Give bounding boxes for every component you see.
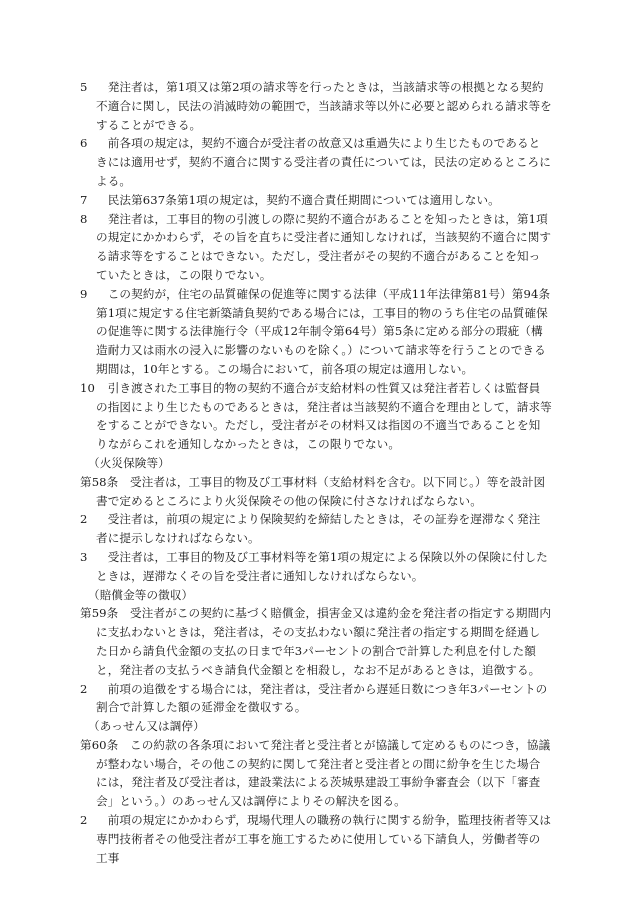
document-page <box>80 78 552 867</box>
article-number: 第58条 <box>80 474 119 489</box>
clause-text: 発注者は，工事目的物の引渡しの際に契約不適合があることを知ったときは，第1項の規定にかかわらず，その旨を直ちに受注者に通知しなければ，当該契約不適合に関する請求等をすることはできない。ただし，受注者がその契約不適合があることを知っていたときは，この限りでない。 <box>96 211 552 282</box>
clause-text: 発注者は，第1項又は第2項の請求等を行ったときは，当該請求等の根拠となる契約不適合に関し，民法の消滅時効の範囲で，当該請求等以外に必要と認められる請求等をすることができる。 <box>96 80 552 132</box>
article-number: 第59条 <box>80 606 119 621</box>
clause-number: 8 <box>80 211 88 226</box>
clause-58-2 <box>80 510 552 548</box>
clause-9 <box>80 285 552 379</box>
clause-5 <box>80 78 552 134</box>
clause-7 <box>80 191 552 210</box>
section-heading-damages: （賠償金等の徴収） <box>88 587 194 602</box>
clause-number: 9 <box>80 286 88 301</box>
clause-text: 引き渡された工事目的物の契約不適合が支給材料の性質又は発注者若しくは監督員の指図により生じたものであるときは，発注者は当該契約不適合を理由として，請求等をすることができない。ただし，受注者がその材料又は指図の不適当であることを知りながらこれを通知しなかったときは，この限りでない。 <box>96 380 552 452</box>
clause-58-3 <box>80 548 552 586</box>
section-heading-mediation: （あっせん又は調停） <box>88 719 205 734</box>
clause-8 <box>80 210 552 285</box>
clause-number: 10 <box>80 380 95 395</box>
article-59 <box>80 604 552 679</box>
clause-text: 前項の追徴をする場合には，発注者は，受注者から遅延日数につき年3パーセントの割合で計算した額の延滞金を徴収する。 <box>96 681 548 715</box>
clause-6 <box>80 134 552 190</box>
article-text: 受注者は，工事目的物及び工事材料（支給材料を含む。以下同じ。）等を設計図書で定めるところにより火災保険その他の保険に付さなければならない。 <box>96 474 546 508</box>
clause-number: 6 <box>80 136 88 151</box>
article-58 <box>80 473 552 511</box>
clause-number: 3 <box>80 549 88 564</box>
clause-text: 民法第637条第1項の規定は，契約不適合責任期間については適用しない。 <box>96 192 500 207</box>
clause-text: この契約が，住宅の品質確保の促進等に関する法律（平成11年法律第81号）第94条第1項に規定する住宅新築請負契約である場合には，工事目的物のうち住宅の品質確保の促進等に関する法律施行令（平成12年制令第64号）第5条に定める部分の瑕疵（構造耐力又は雨水の浸入に影響のないものを除く。）について請求等を行うことのできる期間は，10年とする。この場合において，前各項の規定は適用しない。 <box>96 286 551 376</box>
article-60 <box>80 736 552 811</box>
article-text: 受注者がこの契約に基づく賠償金，損害金又は違約金を発注者の指定する期間内に支払わないときは，発注者は，その支払わない額に発注者の指定する期間を経過した日から請負代金額の支払の日まで年3パーセントの割合で計算した利息を付した額と，発注者の支払うべき請負代金額とを相殺し，なお不足があるときは，追徴する。 <box>96 606 552 677</box>
clause-text: 前各項の規定は，契約不適合が受注者の故意又は重過失により生じたものであるときには適用せず，契約不適合に関する受注者の責任については，民法の定めるところによる。 <box>96 136 551 188</box>
clause-number: 5 <box>80 80 88 94</box>
clause-text: 受注者は，工事目的物及び工事材料等を第1項の規定による保険以外の保険に付したときは，遅滞なくその旨を受注者に通知しなければならない。 <box>96 549 548 583</box>
clause-number: 2 <box>80 681 88 696</box>
article-number: 第60条 <box>80 737 119 752</box>
section-heading-fire-insurance: （火災保険等） <box>88 455 170 470</box>
clause-number: 2 <box>80 512 88 527</box>
clause-text: 受注者は，前項の規定により保険契約を締結したときは，その証券を遅滞なく発注者に提示しなければならない。 <box>96 512 541 546</box>
clause-60-2 <box>80 811 552 867</box>
clause-10 <box>80 379 552 454</box>
clause-text: 前項の規定にかかわらず，現場代理人の職務の執行に関する紛争，監理技術者等又は専門技術者その他受注者が工事を施工するために使用している下請負人，労働者等の工事 <box>96 813 552 865</box>
clause-59-2 <box>80 680 552 718</box>
clause-number: 7 <box>80 192 88 207</box>
article-text: この約款の各条項において発注者と受注者とが協議して定めるものにつき，協議が整わない場合，その他この契約に関して発注者と受注者との間に紛争を生じた場合には，発注者及び受注者は，建設業法による茨城県建設工事紛争審査会（以下「審査会」という。）のあっせん又は調停によりその解決を図る。 <box>96 737 551 809</box>
clause-number: 2 <box>80 813 88 828</box>
